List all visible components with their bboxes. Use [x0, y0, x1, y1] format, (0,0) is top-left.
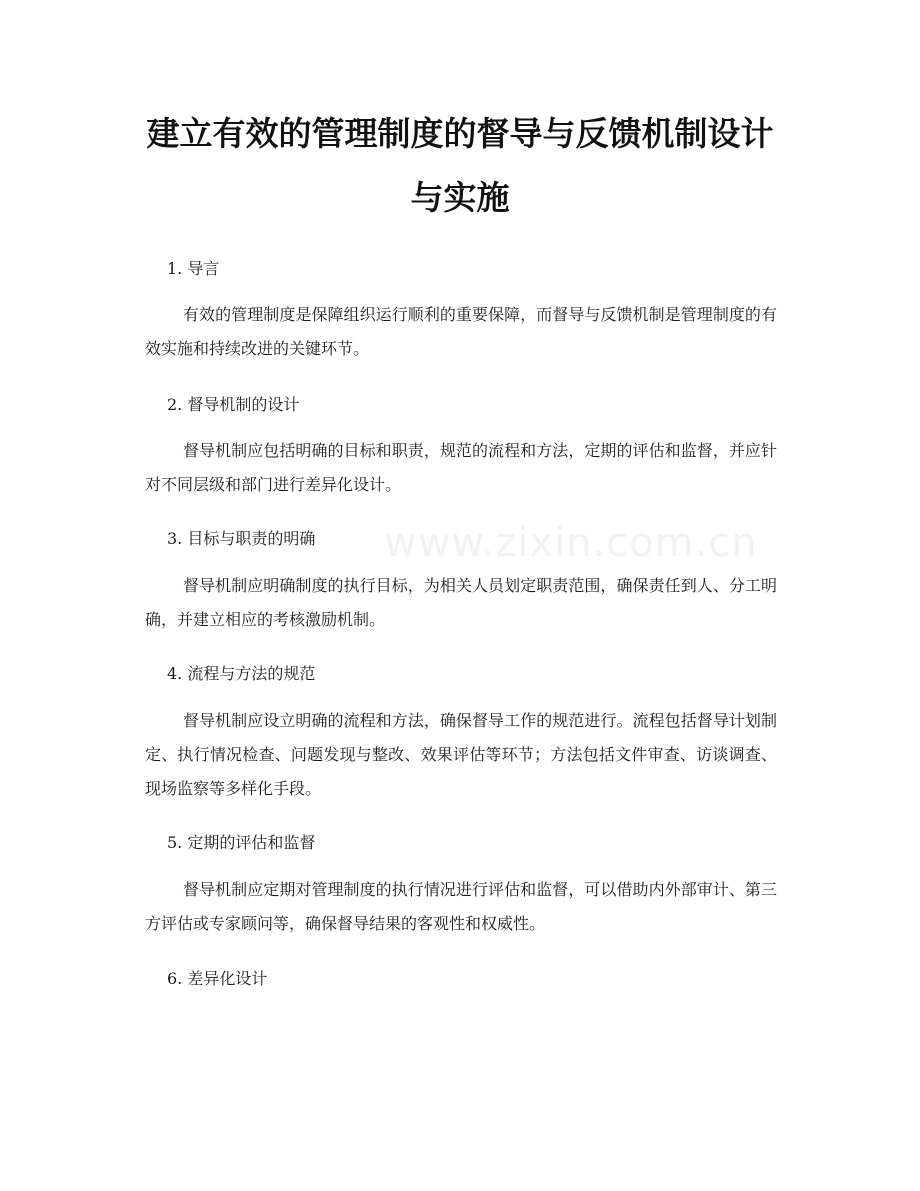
- section-paragraph-5: 督导机制应定期对管理制度的执行情况进行评估和监督，可以借助内外部审计、第三方评估或专家顾问等，确保督导结果的客观性和权威性。: [145, 880, 777, 933]
- section-paragraph-4: 督导机制应设立明确的流程和方法，确保督导工作的规范进行。流程包括督导计划制定、执行情况检查、问题发现与整改、效果评估等环节；方法包括文件审查、访谈调查、现场监察等多样化手段。: [145, 711, 777, 798]
- section-heading-6: 6. 差异化设计: [167, 969, 268, 988]
- section-heading-1: 1. 导言: [167, 259, 220, 278]
- document-title-line-2: 与实施: [410, 178, 510, 217]
- section-heading-4: 4. 流程与方法的规范: [167, 664, 316, 683]
- section-paragraph-3: 督导机制应明确制度的执行目标，为相关人员划定职责范围，确保责任到人、分工明确，并建立相应的考核激励机制。: [145, 576, 777, 629]
- section-paragraph-2: 督导机制应包括明确的目标和职责，规范的流程和方法，定期的评估和监督，并应针对不同层级和部门进行差异化设计。: [145, 441, 777, 494]
- section-paragraph-1: 有效的管理制度是保障组织运行顺利的重要保障，而督导与反馈机制是管理制度的有效实施和持续改进的关键环节。: [145, 305, 777, 358]
- watermark: www.zixin.com.cn: [384, 520, 758, 566]
- document-title-line-1: 建立有效的管理制度的督导与反馈机制设计: [146, 114, 774, 153]
- section-heading-5: 5. 定期的评估和监督: [167, 833, 316, 852]
- section-heading-2: 2. 督导机制的设计: [167, 395, 300, 414]
- section-heading-3: 3. 目标与职责的明确: [167, 529, 316, 548]
